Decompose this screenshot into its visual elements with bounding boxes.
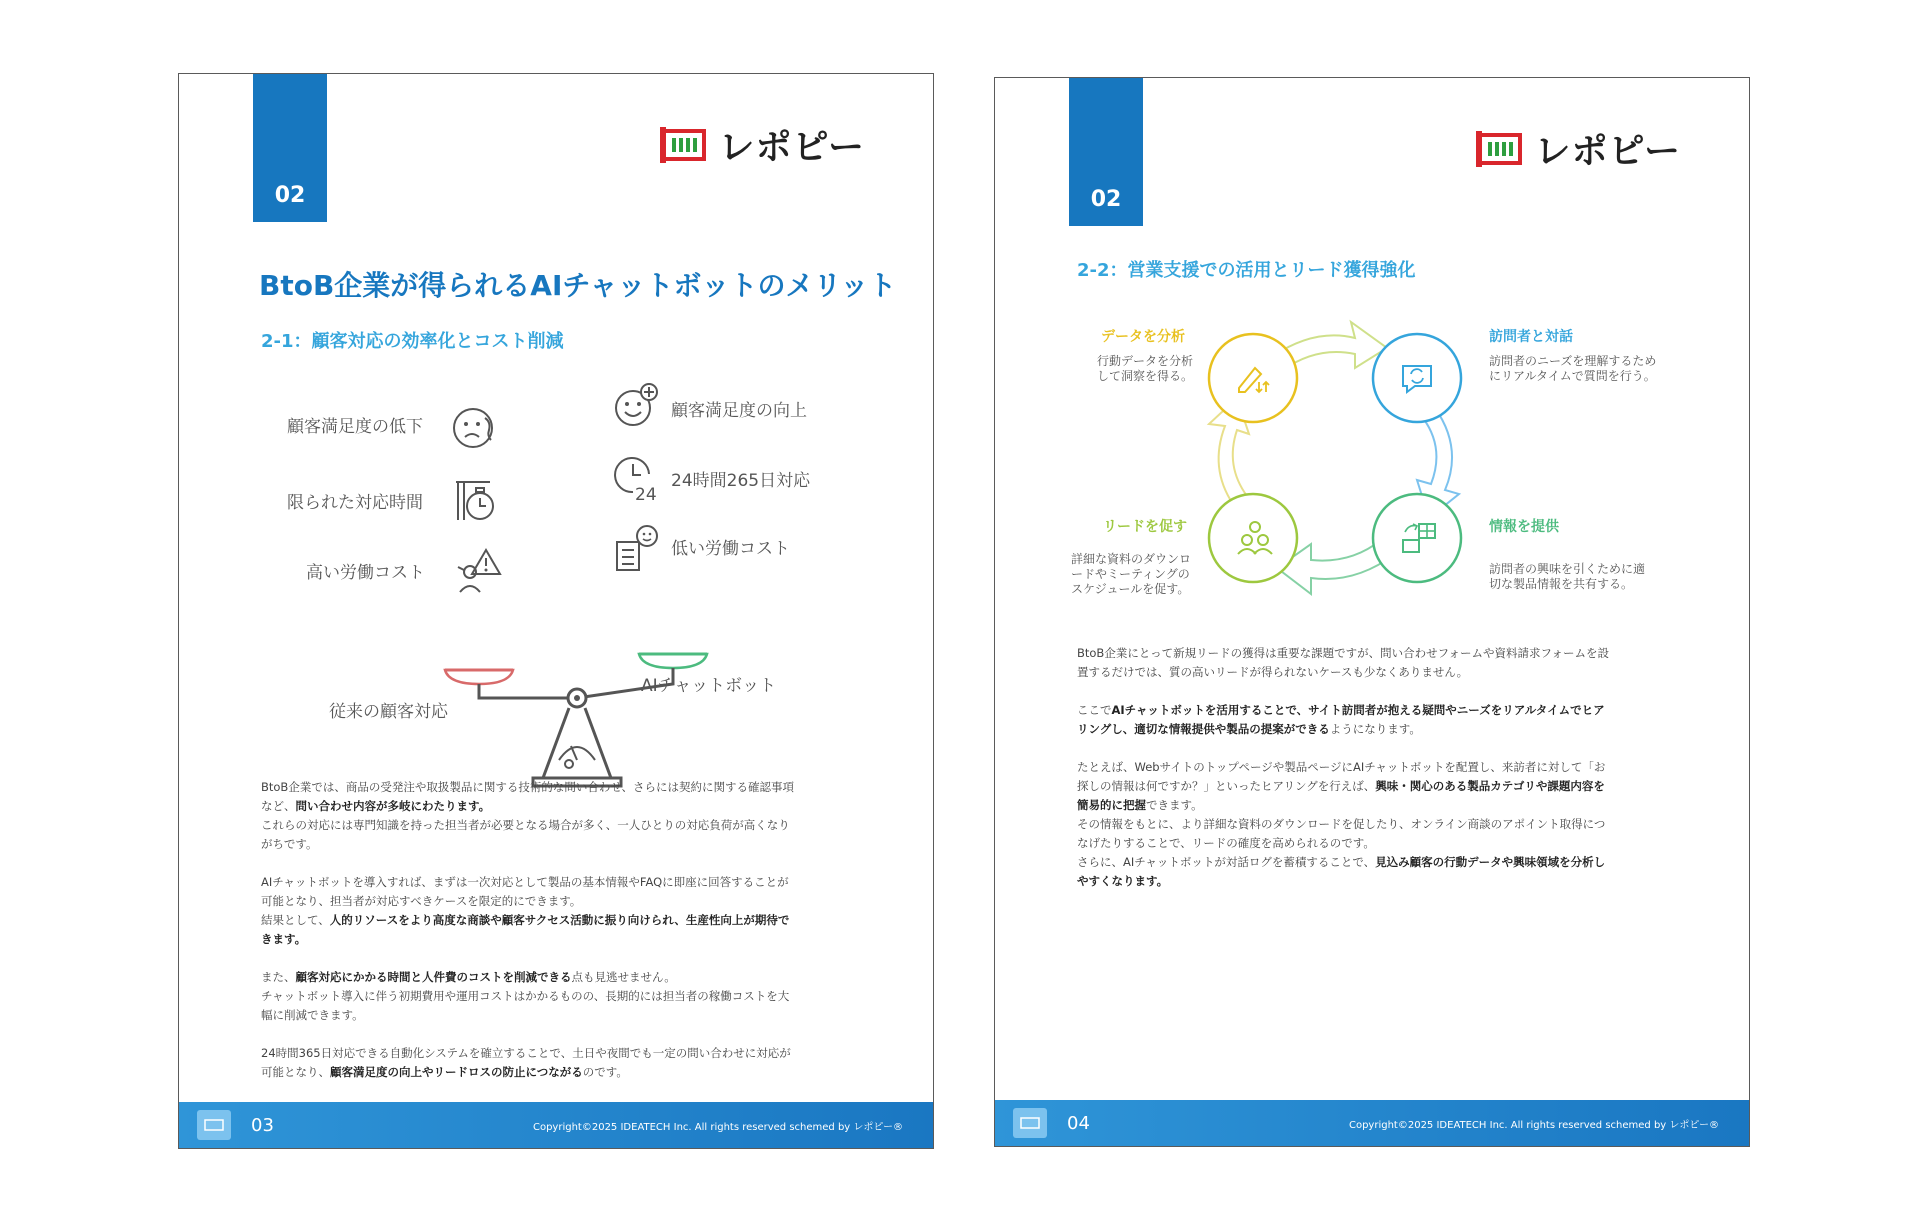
cycle-arrows — [1185, 308, 1485, 608]
section-number: 02 — [274, 183, 306, 208]
cycle-title-dialogue: 訪問者と対話 — [1489, 329, 1573, 345]
page-number: 03 — [251, 1114, 274, 1136]
paragraph: また、顧客対応にかかる時間と人件費のコストを削減できる点も見逃せません。 チャットボット導入に伴う初期費用や運用コストはかかるものの、長期的には担当者の稼働コストを大 幅に削減できます。 — [261, 970, 790, 1022]
share-table-icon — [1399, 520, 1439, 558]
page-number: 04 — [1067, 1112, 1090, 1134]
cycle-desc-lead: 詳細な資料のダウンロ ードやミーティングの スケジュールを促す。 — [1071, 552, 1192, 596]
cycle-title-analyze: データを分析 — [1101, 329, 1185, 345]
document-page-04 — [994, 77, 1750, 1147]
section-subtitle: 2-1：顧客対応の効率化とコスト削減 — [261, 331, 564, 352]
label-traditional-support: 従来の顧客対応 — [329, 702, 448, 722]
section-number-tab — [1069, 78, 1143, 226]
cycle-title-provide: 情報を提供 — [1489, 519, 1559, 535]
logo-text: レポピー — [718, 127, 865, 168]
paragraph: BtoB企業では、商品の受発注や取扱製品に関する技術的な問い合わせ、さらには契約に関する確認事項 など、問い合わせ内容が多岐にわたります。 これらの対応には専門知識を持った担当者が必要となる場合が多く、一人ひとりの対応負荷が高くなり がちです。 — [261, 780, 794, 851]
footer-logo-icon — [1013, 1108, 1047, 1138]
copyright-text: Copyright©2025 IDEATECH Inc. All rights reserved schemed by レポピー® — [532, 1121, 903, 1133]
worker-warning-icon — [454, 546, 502, 596]
footer-logo-icon — [197, 1110, 231, 1140]
logo-text: レポピー — [1534, 131, 1681, 172]
label-low-labor-cost: 低い労働コスト — [671, 539, 790, 559]
paragraph: BtoB企業にとって新規リードの獲得は重要な課題ですが、問い合わせフォームや資料請求フォームを設 置するだけでは、質の高いリードが得られないケースも少なくありません。 — [1077, 646, 1609, 679]
building-smile-icon — [613, 524, 661, 574]
users-growth-icon — [1235, 520, 1275, 558]
cycle-title-lead: リードを促す — [1103, 519, 1187, 535]
cycle-desc-provide: 訪問者の興味を引くために適 切な製品情報を共有する。 — [1489, 562, 1646, 591]
section-number-tab — [253, 74, 327, 222]
cycle-desc-dialogue: 訪問者のニーズを理解するため にリアルタイムで質問を行う。 — [1489, 354, 1657, 383]
label-satisfaction-decline: 顧客満足度の低下 — [287, 417, 423, 437]
label-satisfaction-improve: 顧客満足度の向上 — [671, 401, 807, 421]
paragraph: 24時間365日対応できる自動化システムを確立することで、土日や夜間でも一定の問い合わせに対応が 可能となり、顧客満足度の向上やリードロスの防止につながるのです。 — [261, 1046, 791, 1079]
document-page-03 — [178, 73, 934, 1149]
paragraph: たとえば、Webサイトのトップページや製品ページにAIチャットボットを配置し、来訪者に対して「お 探しの情報は何ですか？」といったヒアリングを行えば、興味・関心のある製品カテゴリや課題内容を 簡易的に把握できます。 その情報をもとに、より詳細な資料のダウンロードを促したり、オンライン商談のアポイント取得につ なげたりすることで、リードの確度を高められるのです。 さらに、AIチャットボットが対話ログを蓄積することで、見込み顧客の行動データや興味領域を分析し やすくなります。 — [1077, 760, 1606, 888]
label-limited-hours: 限られた対応時間 — [287, 493, 423, 513]
cycle-desc-analyze: 行動データを分析 して洞察を得る。 — [1097, 354, 1194, 383]
label-24h-support: 24時間265日対応 — [671, 471, 811, 491]
logo-icon — [658, 125, 708, 165]
balance-scale-icon — [439, 594, 719, 794]
repopy-logo — [1474, 123, 1681, 174]
happy-face-plus-icon — [613, 382, 661, 430]
label-high-labor-cost: 高い労働コスト — [306, 563, 425, 583]
section-number: 02 — [1090, 187, 1122, 212]
page-title: BtoB企業が得られるAIチャットボットのメリット — [259, 269, 897, 302]
hourglass-clock-icon — [454, 476, 500, 524]
paragraph: AIチャットボットを導入すれば、まずは一次対応として製品の基本情報やFAQに即座に回答することが 可能となり、担当者が対応すべきケースを限定的にできます。 結果として、人的リソースをより高度な商談や顧客サクセス活動に振り向けられ、生産性向上が期待で きます。 — [261, 875, 790, 946]
paragraph: ここでAIチャットボットを活用することで、サイト訪問者が抱える疑問やニーズをリアルタイムでヒア リングし、適切な情報提供や製品の提案ができるようになります。 — [1077, 703, 1605, 736]
clock-24-icon — [613, 454, 663, 502]
pencil-sort-icon — [1235, 360, 1271, 396]
sad-face-icon — [451, 404, 499, 452]
body-text — [261, 778, 851, 1101]
label-ai-chatbot: AIチャットボット — [641, 676, 777, 696]
section-subtitle: 2-2：営業支援での活用とリード獲得強化 — [1077, 260, 1416, 281]
body-text — [1077, 644, 1667, 910]
repopy-logo — [658, 119, 865, 170]
page-footer — [179, 1102, 933, 1148]
logo-icon — [1474, 129, 1524, 169]
copyright-text: Copyright©2025 IDEATECH Inc. All rights reserved schemed by レポピー® — [1348, 1119, 1719, 1131]
page-footer — [995, 1100, 1749, 1146]
clock-24-badge: 24 — [635, 485, 657, 502]
chat-refresh-icon — [1399, 360, 1437, 396]
